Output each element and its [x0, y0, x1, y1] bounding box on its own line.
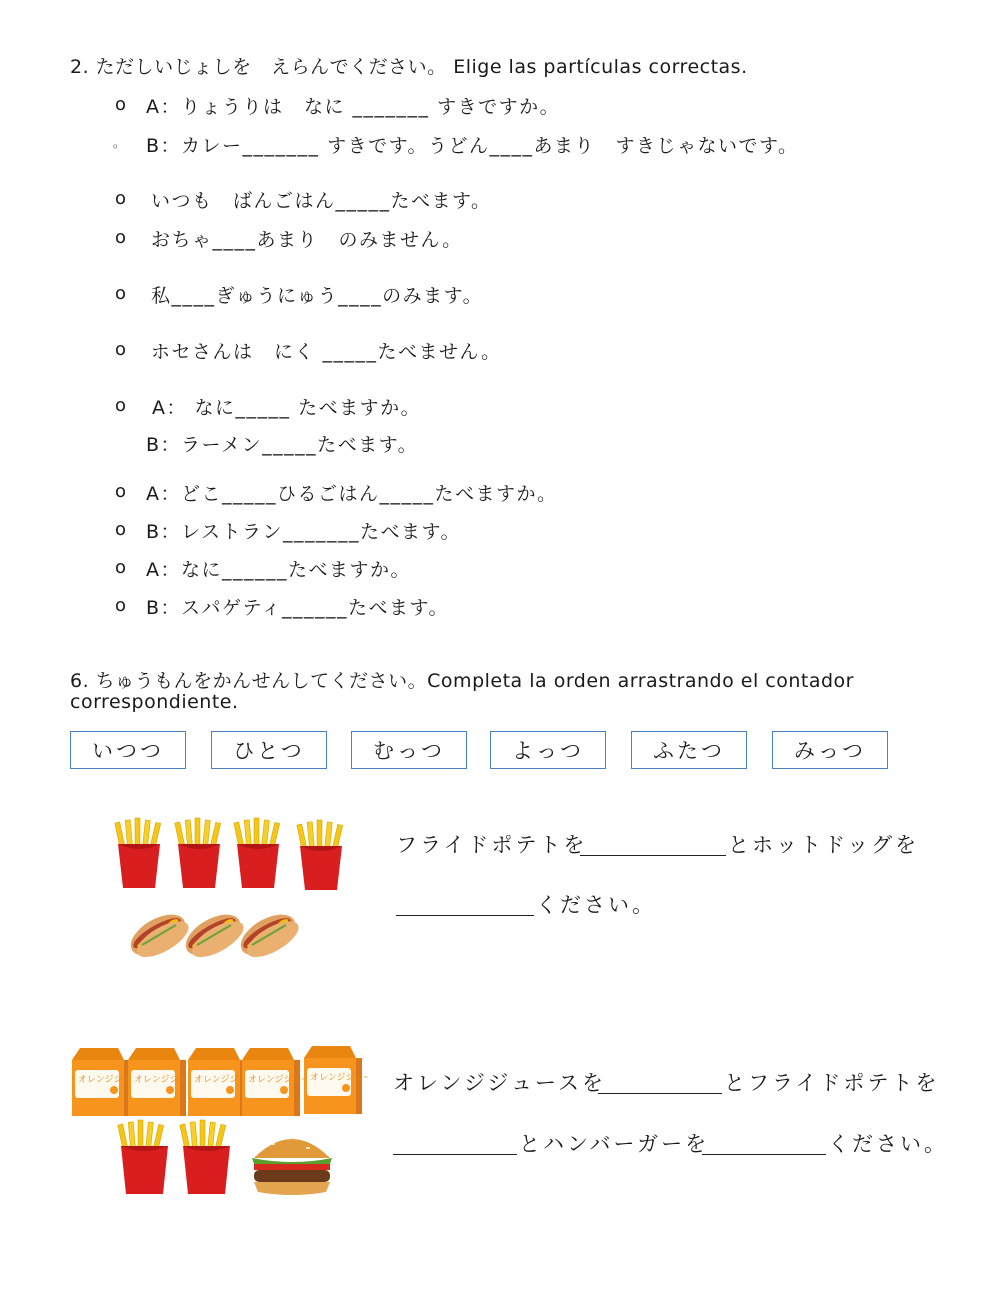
section-2-title: 2. ただしいじょしを えらんでください。 Elige las partículas correctas.	[70, 56, 748, 78]
hamburger-icon	[252, 1137, 332, 1195]
juice-carton-icon	[304, 1046, 368, 1114]
list-item: A：どこ_____ひるごはん_____たべますか。	[146, 483, 558, 505]
counter-tile[interactable]: いつつ	[70, 731, 186, 769]
order-1-closing: ください。	[536, 893, 656, 917]
fries-icon	[180, 1120, 230, 1194]
list-bullet: o	[115, 94, 127, 115]
hotdog-icon	[179, 906, 249, 964]
list-bullet: o	[115, 227, 127, 248]
list-bullet: o	[115, 339, 127, 360]
order-2-drop-blank-1[interactable]	[598, 1089, 722, 1094]
counter-tile[interactable]: ひとつ	[211, 731, 327, 769]
list-item: A：りょうりは なに _______ すきですか。	[146, 96, 561, 118]
order-1-drop-blank-1[interactable]	[580, 851, 726, 856]
list-item: おちゃ____あまり のみません。	[151, 229, 463, 251]
fries-icon	[175, 818, 221, 888]
order-1-item-label: フライドポテトを	[396, 833, 588, 857]
section-6-title: 6. ちゅうもんをかんせんしてください。Completa la orden arrastrando el contador	[70, 670, 854, 692]
list-item: A：なに______たべますか。	[146, 559, 411, 581]
list-bullet: o	[115, 519, 127, 540]
list-item: 私____ぎゅうにゅう____のみます。	[151, 285, 484, 307]
order-2-item-label: とハンバーガーを	[519, 1132, 710, 1156]
list-bullet: o	[115, 188, 127, 209]
order-2-drop-blank-2[interactable]	[393, 1150, 517, 1155]
order-2-drop-blank-3[interactable]	[702, 1150, 826, 1155]
list-item: B：スパゲティ______たべます。	[146, 597, 449, 619]
order-1-image	[110, 812, 360, 972]
counter-tile[interactable]: ふたつ	[631, 731, 747, 769]
counter-tile[interactable]: よっつ	[490, 731, 606, 769]
list-item: B：レストラン_______たべます。	[146, 521, 461, 543]
list-item: B：ラーメン_____たべます。	[146, 434, 419, 456]
list-bullet: o	[115, 395, 127, 416]
fries-icon	[297, 820, 343, 890]
order-1-drop-blank-2[interactable]	[396, 911, 534, 916]
order-2-closing: ください。	[828, 1132, 948, 1156]
section-6-title-continued: correspondiente.	[70, 691, 239, 713]
hotdog-icon	[124, 906, 194, 964]
list-item: B：カレー_______ すきです。うどん____あまり すきじゃないです。	[146, 135, 799, 157]
order-1-item-label: とホットドッグを	[728, 833, 920, 857]
list-bullet: o	[115, 283, 127, 304]
fries-icon	[234, 818, 280, 888]
list-bullet: o	[115, 595, 127, 616]
list-bullet: 。	[113, 136, 126, 150]
counter-tile[interactable]: みっつ	[772, 731, 888, 769]
fries-icon	[115, 818, 161, 888]
list-item: A： なに_____ たべますか。	[152, 397, 422, 419]
list-item: いつも ばんごはん_____たべます。	[151, 190, 492, 212]
list-bullet: o	[115, 481, 127, 502]
list-bullet: o	[115, 557, 127, 578]
hotdog-icon	[234, 906, 304, 964]
order-2-item-label: とフライドポテトを	[724, 1071, 940, 1095]
counter-tile[interactable]: むっつ	[351, 731, 467, 769]
list-item: ホセさんは にく _____たべません。	[151, 341, 502, 363]
fries-icon	[118, 1120, 168, 1194]
order-2-image	[68, 1040, 368, 1200]
order-2-item-label: オレンジジュースを	[393, 1071, 606, 1095]
